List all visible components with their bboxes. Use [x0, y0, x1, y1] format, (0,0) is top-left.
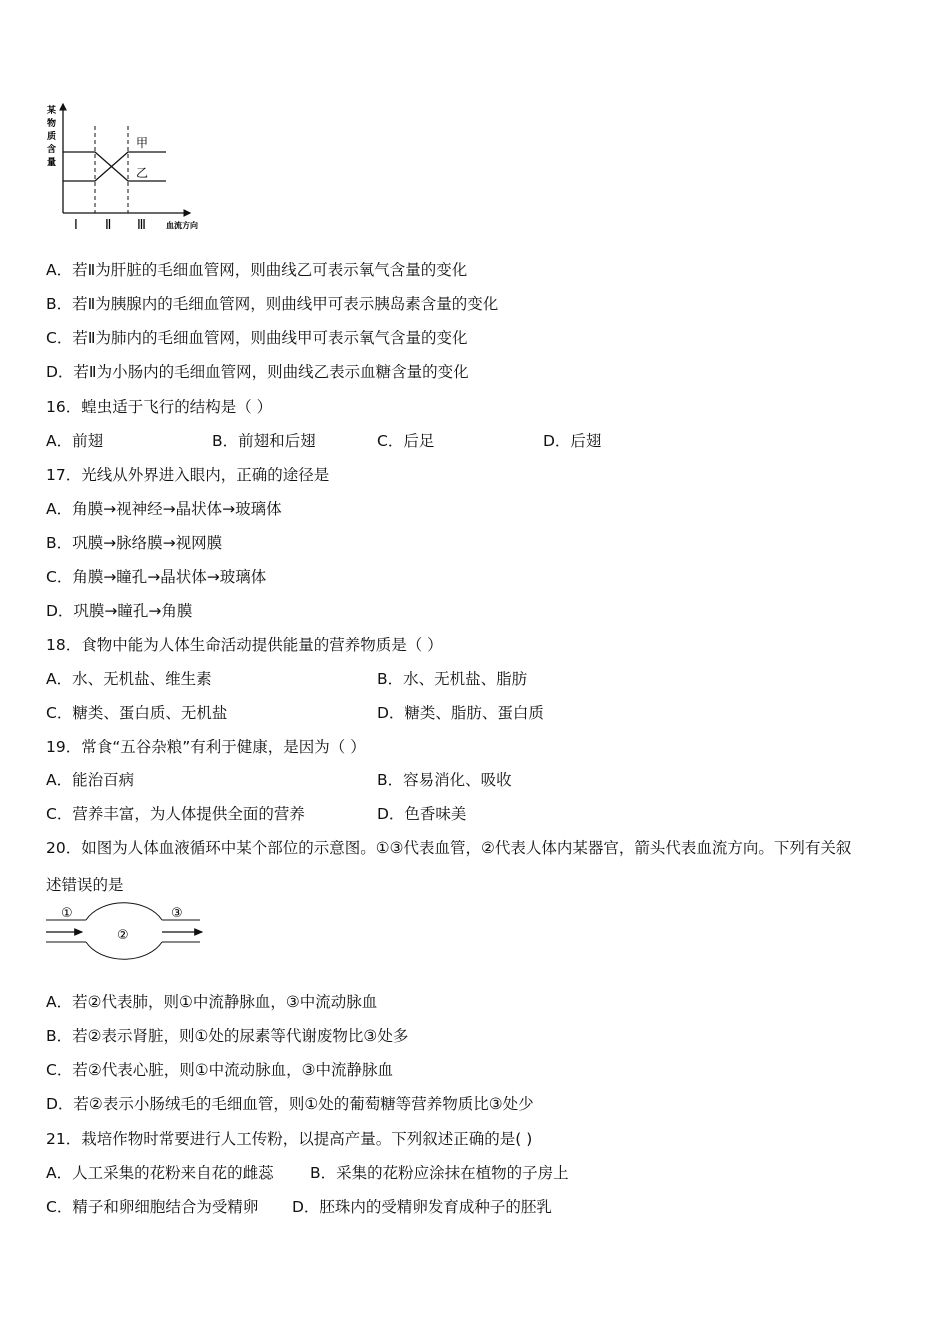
region-label: Ⅰ — [74, 218, 78, 233]
q20-stem: 20．如图为人体血液循环中某个部位的示意图。①③代表血管，②代表人体内某器官，箭头代表血流方向。下列有关叙 — [46, 839, 852, 857]
q21-option-a[interactable]: A．人工采集的花粉来自花的雌蕊 — [46, 1164, 274, 1182]
q19-option-a[interactable]: A．能治百病 — [46, 771, 135, 789]
q21-option-b[interactable]: B．采集的花粉应涂抹在植物的子房上 — [310, 1164, 569, 1182]
organ-outline — [86, 942, 162, 959]
y-label: 物 — [47, 119, 57, 129]
q15-option-a[interactable]: A．若Ⅱ为肝脏的毛细血管网，则曲线乙可表示氧气含量的变化 — [46, 261, 468, 279]
q17-option-c[interactable]: C．角膜→瞳孔→晶状体→玻璃体 — [46, 568, 267, 586]
q15-option-b[interactable]: B．若Ⅱ为胰腺内的毛细血管网，则曲线甲可表示胰岛素含量的变化 — [46, 295, 499, 313]
q16-stem: 16．蝗虫适于飞行的结构是（ ） — [46, 398, 273, 416]
region-label: Ⅱ — [105, 218, 112, 233]
label-vessel-3: ③ — [171, 906, 183, 921]
y-label: 含 — [47, 145, 57, 155]
y-label: 某 — [47, 106, 57, 116]
q19-option-c[interactable]: C．营养丰富，为人体提供全面的营养 — [46, 805, 305, 823]
q19-option-d[interactable]: D．色香味美 — [377, 805, 467, 823]
q20-option-b[interactable]: B．若②表示肾脏，则①处的尿素等代谢废物比③处多 — [46, 1027, 409, 1045]
label-vessel-1: ① — [61, 906, 73, 921]
q18-option-c[interactable]: C．糖类、蛋白质、无机盐 — [46, 704, 228, 722]
organ-outline — [86, 903, 162, 920]
curve-jia — [63, 152, 166, 181]
curve-label-jia: 甲 — [136, 136, 149, 150]
label-organ-2: ② — [117, 928, 129, 943]
q17-option-d[interactable]: D．巩膜→瞳孔→角膜 — [46, 602, 193, 620]
q17-stem: 17．光线从外界进入眼内，正确的途径是 — [46, 466, 330, 484]
q19-stem: 19．常食“五谷杂粮”有利于健康，是因为（ ） — [46, 738, 366, 756]
q15-option-d[interactable]: D．若Ⅱ为小肠内的毛细血管网，则曲线乙表示血糖含量的变化 — [46, 363, 469, 381]
q17-option-b[interactable]: B．巩膜→脉络膜→视网膜 — [46, 534, 223, 552]
q16-option-c[interactable]: C．后足 — [377, 432, 435, 450]
q16-option-a[interactable]: A．前翅 — [46, 432, 104, 450]
substance-content-chart — [0, 0, 240, 240]
q16-option-b[interactable]: B．前翅和后翅 — [212, 432, 316, 450]
q21-stem: 21．栽培作物时常要进行人工传粉，以提高产量。下列叙述正确的是( ) — [46, 1130, 533, 1148]
q18-option-d[interactable]: D．糖类、脂肪、蛋白质 — [377, 704, 544, 722]
region-label: Ⅲ — [137, 218, 146, 233]
q18-option-a[interactable]: A．水、无机盐、维生素 — [46, 670, 212, 688]
q18-stem: 18．食物中能为人体生命活动提供能量的营养物质是（ ） — [46, 636, 443, 654]
q17-option-a[interactable]: A．角膜→视神经→晶状体→玻璃体 — [46, 500, 282, 518]
q18-option-b[interactable]: B．水、无机盐、脂肪 — [377, 670, 528, 688]
q21-option-c[interactable]: C．精子和卵细胞结合为受精卵 — [46, 1198, 259, 1216]
q15-option-c[interactable]: C．若Ⅱ为肺内的毛细血管网，则曲线甲可表示氧气含量的变化 — [46, 329, 468, 347]
q20-stem-cont: 述错误的是 — [46, 876, 124, 894]
curve-label-yi: 乙 — [136, 166, 149, 180]
q20-option-a[interactable]: A．若②代表肺，则①中流静脉血，③中流动脉血 — [46, 993, 378, 1011]
y-label: 量 — [47, 158, 57, 168]
q19-option-b[interactable]: B．容易消化、吸收 — [377, 771, 512, 789]
x-label: 血流方向 — [166, 221, 198, 230]
q16-option-d[interactable]: D．后翅 — [543, 432, 602, 450]
q20-option-c[interactable]: C．若②代表心脏，则①中流动脉血，③中流静脉血 — [46, 1061, 394, 1079]
blood-flow-diagram — [0, 895, 220, 975]
curve-yi — [63, 152, 166, 181]
y-label: 质 — [47, 132, 57, 142]
q20-option-d[interactable]: D．若②表示小肠绒毛的毛细血管，则①处的葡萄糖等营养物质比③处少 — [46, 1095, 534, 1113]
q21-option-d[interactable]: D．胚珠内的受精卵发育成种子的胚乳 — [292, 1198, 552, 1216]
